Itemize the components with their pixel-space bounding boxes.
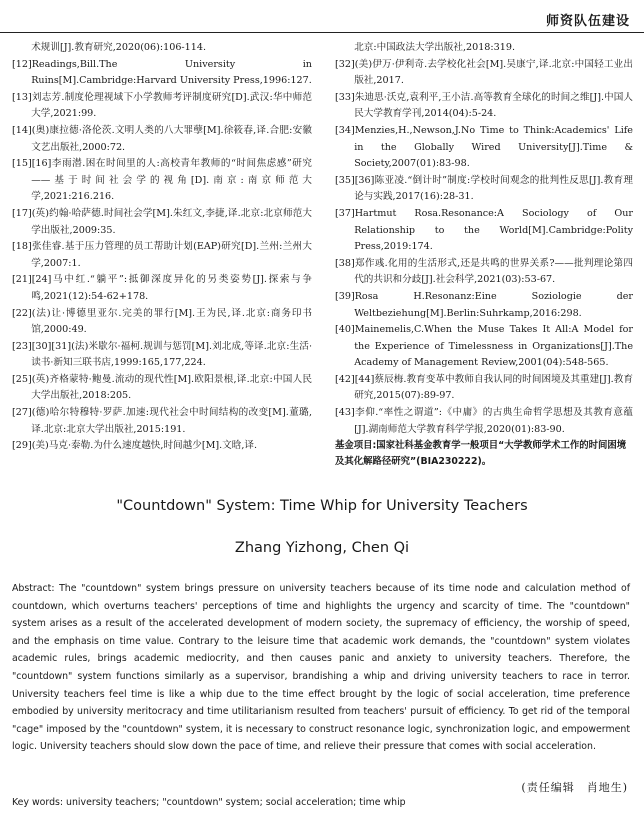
reference-item: [42][44]蔡辰梅.教育变革中教师自我认同的时间困境及其重建[J].教育研究,2015(07):89-97. [335,373,633,402]
reference-item: [23][30][31](法)米歇尔·福柯.规训与惩罚[M].刘北成,等译.北京:生活·读书·新知三联书店,1999:165,177,224. [12,340,312,369]
references-right-column [335,40,633,480]
reference-item: [14](奥)康拉德·洛伦茨.文明人类的八大罪孽[M].徐筱春,译.合肥:安徽文艺出版社,2000:72. [12,124,312,153]
responsible-editor: (责任编辑 肖地生) [521,781,628,794]
reference-item: [32](美)伊万·伊利奇.去学校化社会[M].吴康宁,译.北京:中国轻工业出版社,2017. [335,58,633,87]
reference-item: [38]郑作彧.化用的生活形式,还是共鸣的世界关系?——批判理论第四代的共识和分歧[J].社会科学,2021(03):53-67. [335,257,633,286]
reference-item: [29](美)马克·泰勒.为什么速度越快,时间越少[M].文晗,译. [12,440,258,452]
english-abstract: Abstract: The "countdown" system brings pressure on university teachers because of its time node and calculation method of countdown, which overturns teachers' perceptions of time and highlights the urgency and scarcity of time. The "countdown" system arises as a result of the accelerated development of modern society, the supremacy of efficiency, the worship of speed, and the emphasis on time value. Contrary to the leisure time that academic work demands, the "countdown" system violates academic rules, brings academic mediocrity, and then causes panic and anxiety to university teachers. Therefore, the "countdown" system functions similarly as a supervisor, brandishing a whip and driving university teachers to race in terror. University teachers feel time is like a whip due to the time effect brought by the logic of social acceleration, time preference embodied by university meritocracy and time utilitarianism resulted from teachers' pursuit of efficiency. To get rid of the temporal "cage" imposed by the "countdown" system, it is necessary to construct resonance logic, synchronization logic, and empowerment logic. University teachers should slow down the pace of time, and relieve their pressure that comes with social acceleration. [12,583,630,753]
english-title: "Countdown" System: Time Whip for University Teachers [116,498,528,514]
journal-section-title: 师资队伍建设 [545,14,630,29]
reference-item: [35][36]陈亚凌.“倒计时”制度:学校时间观念的批判性反思[J].教育理论与实践,2017(16):28-31. [335,174,633,203]
reference-item: [43]李仰.“率性之谓道”:《中庸》的古典生命哲学思想及其教育意蕴[J].湖南师范大学教育科学学报,2020(01):83-90. [335,407,633,435]
references-left-column [12,40,312,455]
header-divider [0,32,644,33]
english-keywords: Key words: university teachers; "countdown" system; social acceleration; time whip [12,797,406,808]
reference-item: [25](英)齐格蒙特·鲍曼.流动的现代性[M].欧阳景根,译.北京:中国人民大学出版社,2018:205. [12,373,312,402]
funding-note: 基金项目:国家社科基金教育学一般项目“大学教师学术工作的时间困境及其化解路径研究”(BIA230222)。 [335,440,627,468]
reference-item: [37]Hartmut Rosa.Resonance:A Sociology of Our Relationship to the World[M].Cambridge:Polity Press,2019:174. [335,207,633,253]
reference-item: [27](德)哈尔特穆特·罗萨.加速:现代社会中时间结构的改变[M].董璐,译.北京:北京大学出版社,2015:191. [12,407,312,435]
reference-item: [40]Mainemelis,C.When the Muse Takes It All:A Model for the Experience of Timelessness in Organizations[J].The Academy of Management Review,2001(04):548-565. [335,324,633,369]
reference-item: [12]Readings,Bill.The University in Ruins[M].Cambridge:Harvard University Press,1996:127. [12,58,312,87]
reference-item: 术规训[J].教育研究,2020(06):106-114. [31,42,207,53]
reference-item: [15][16]李雨潜.困在时间里的人:高校青年教师的“时间焦虑感”研究——基于时间社会学的视角[D].南京:南京师范大学,2021:216.216. [12,158,312,203]
reference-item: [33]朱迪思·沃克,袁利平,王小洁.高等教育全球化的时间之维[J].中国人民大学教育学刊,2014(04):5-24. [335,91,633,120]
reference-item: [17](英)约翰·哈萨德.时间社会学[M].朱红文,李捷,译.北京:北京师范大学出版社,2009:35. [12,207,312,236]
reference-item: [22](法)让·博德里亚尔.完美的罪行[M].王为民,译.北京:商务印书馆,2000:49. [12,307,312,336]
reference-item: [39]Rosa H.Resonanz:Eine Soziologie der Weltbeziehung[M].Berlin:Suhrkamp,2016:298. [335,290,633,319]
english-authors: Zhang Yizhong, Chen Qi [234,540,410,556]
reference-item: 北京:中国政法大学出版社,2018:319. [354,42,516,53]
reference-item: [34]Menzies,H.,Newson,J.No Time to Think:Academics' Life in the Globally Wired University[J].Time & Society,2007(01):83-98. [335,124,633,170]
reference-item: [13]刘志芳.制度伦理视域下小学教师考评制度研究[D].武汉:华中师范大学,2021:99. [12,91,312,120]
reference-item: [18]张佳睿.基于压力管理的员工帮助计划(EAP)研究[D].兰州:兰州大学,2007:1. [12,241,312,269]
reference-item: [21][24]马中红.“躺平”:抵御深度异化的另类姿势[J].探索与争鸣,2021(12):54-62+178. [12,274,312,302]
